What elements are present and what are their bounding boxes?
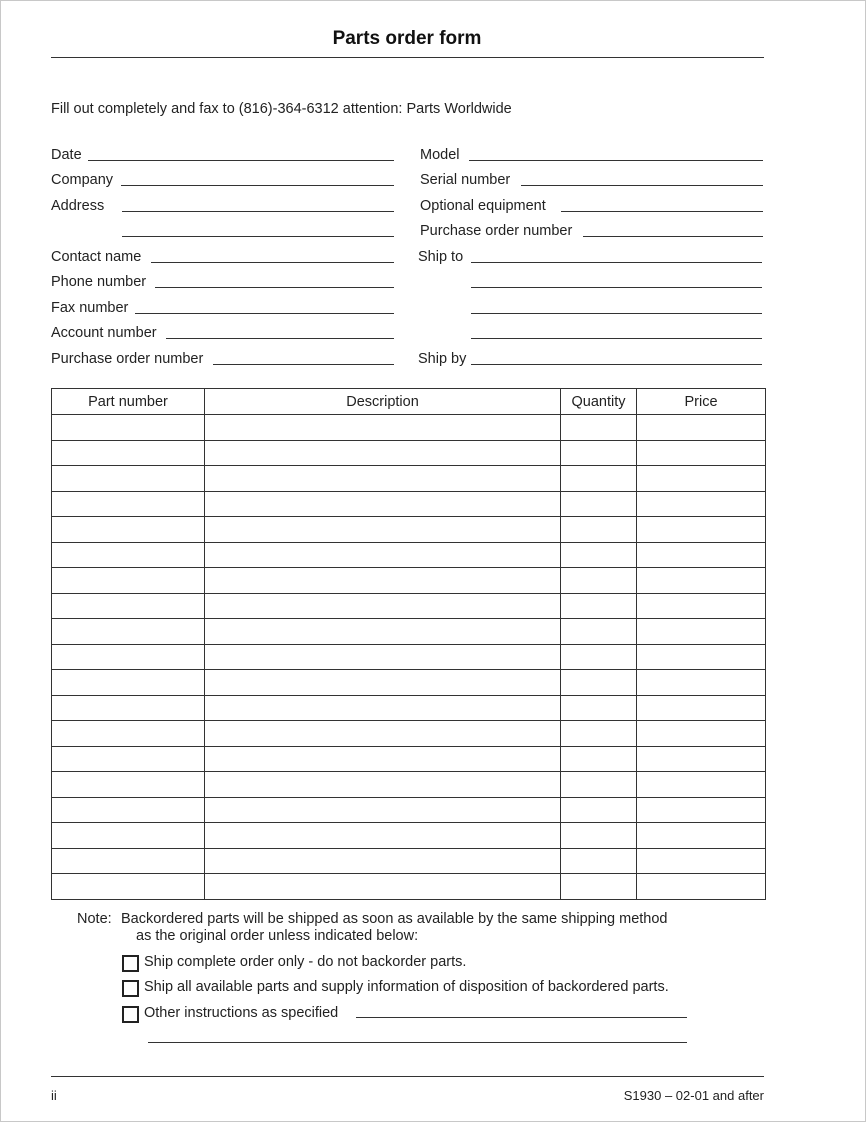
phone-number-field[interactable] [155,287,394,288]
account-number-field[interactable] [166,338,394,339]
description-cell[interactable] [205,517,561,543]
table-row [52,797,766,823]
description-cell[interactable] [205,670,561,696]
price-cell[interactable] [637,797,766,823]
price-cell[interactable] [637,517,766,543]
contact-name-label: Contact name [51,249,142,265]
date-label: Date [51,147,82,163]
part-number-cell[interactable] [52,619,205,645]
page-title: Parts order form [332,28,482,49]
quantity-cell[interactable] [561,491,637,517]
price-cell[interactable] [637,415,766,441]
part-number-cell[interactable] [52,491,205,517]
price-cell[interactable] [637,823,766,849]
description-cell[interactable] [205,721,561,747]
quantity-cell[interactable] [561,695,637,721]
table-row [52,517,766,543]
quantity-cell[interactable] [561,568,637,594]
ship-to-field-line-2[interactable] [471,287,762,288]
ship-available-label: Ship all available parts and supply information of disposition of backordered parts. [144,979,669,995]
quantity-cell[interactable] [561,823,637,849]
table-row [52,415,766,441]
page-number: ii [51,1088,57,1103]
price-cell[interactable] [637,593,766,619]
price-cell[interactable] [637,542,766,568]
purchase-order-number-label: Purchase order number [51,351,204,367]
price-cell[interactable] [637,721,766,747]
note-label: Note: [77,911,112,927]
contact-name-field[interactable] [151,262,394,263]
price-cell[interactable] [637,848,766,874]
part-number-cell[interactable] [52,772,205,798]
parts-table-header [52,389,766,415]
description-cell[interactable] [205,797,561,823]
table-row [52,491,766,517]
description-cell[interactable] [205,619,561,645]
quantity-cell[interactable] [561,542,637,568]
fax-number-label: Fax number [51,300,129,316]
document-serial: S1930 – 02-01 and after [623,1088,764,1103]
table-row [52,670,766,696]
part-number-cell[interactable] [52,466,205,492]
purchase-order-number-field[interactable] [213,364,394,365]
address-field-line-1[interactable] [122,211,394,212]
price-cell[interactable] [637,568,766,594]
ship-available-checkbox[interactable] [122,980,139,997]
part-number-cell[interactable] [52,568,205,594]
quantity-cell[interactable] [561,670,637,696]
description-cell[interactable] [205,415,561,441]
other-instructions-field-line-1[interactable] [356,1017,687,1018]
table-row [52,440,766,466]
date-field[interactable] [88,160,394,161]
table-row [52,695,766,721]
right-purchase-order-number-field[interactable] [583,236,763,237]
table-row [52,848,766,874]
part-number-cell[interactable] [52,644,205,670]
description-cell[interactable] [205,772,561,798]
price-header: Price [637,389,766,415]
company-label: Company [51,172,114,188]
serial-number-label: Serial number [420,172,511,188]
part-number-cell[interactable] [52,415,205,441]
table-row [52,721,766,747]
part-number-cell[interactable] [52,695,205,721]
company-field[interactable] [121,185,394,186]
part-number-cell[interactable] [52,746,205,772]
table-row [52,568,766,594]
part-number-cell[interactable] [52,823,205,849]
ship-complete-label: Ship complete order only - do not backorder parts. [144,954,467,970]
table-row [52,466,766,492]
part-number-cell[interactable] [52,797,205,823]
ship-to-field-line-4[interactable] [471,338,762,339]
model-label: Model [420,147,460,163]
part-number-cell[interactable] [52,670,205,696]
quantity-cell[interactable] [561,415,637,441]
serial-number-field[interactable] [521,185,763,186]
quantity-cell[interactable] [561,593,637,619]
quantity-cell[interactable] [561,466,637,492]
ship-by-label: Ship by [418,351,467,367]
part-number-cell[interactable] [52,517,205,543]
table-row [52,542,766,568]
part-number-cell[interactable] [52,848,205,874]
price-cell[interactable] [637,670,766,696]
description-cell[interactable] [205,542,561,568]
part-number-cell[interactable] [52,542,205,568]
quantity-cell[interactable] [561,721,637,747]
table-row [52,619,766,645]
phone-number-label: Phone number [51,274,147,290]
table-row [52,746,766,772]
description-header: Description [205,389,561,415]
note-line-2: as the original order unless indicated below: [136,928,419,944]
quantity-header: Quantity [561,389,637,415]
price-cell[interactable] [637,619,766,645]
address-label: Address [51,198,105,214]
price-cell[interactable] [637,644,766,670]
table-row [52,772,766,798]
price-cell[interactable] [637,874,766,900]
footer-rule [51,1076,764,1077]
quantity-cell[interactable] [561,848,637,874]
description-cell[interactable] [205,644,561,670]
quantity-cell[interactable] [561,440,637,466]
other-instructions-checkbox[interactable] [122,1006,139,1023]
address-field-line-2[interactable] [122,236,394,237]
ship-to-field-line-3[interactable] [471,313,762,314]
price-cell[interactable] [637,746,766,772]
description-cell[interactable] [205,466,561,492]
price-cell[interactable] [637,466,766,492]
description-cell[interactable] [205,568,561,594]
quantity-cell[interactable] [561,517,637,543]
description-cell[interactable] [205,593,561,619]
part-number-header: Part number [52,389,205,415]
account-number-label: Account number [51,325,157,341]
quantity-cell[interactable] [561,772,637,798]
ship-to-label: Ship to [418,249,464,265]
ship-by-field[interactable] [471,364,762,365]
part-number-cell[interactable] [52,440,205,466]
table-row [52,644,766,670]
description-cell[interactable] [205,823,561,849]
model-field[interactable] [469,160,763,161]
description-cell[interactable] [205,848,561,874]
quantity-cell[interactable] [561,619,637,645]
description-cell[interactable] [205,491,561,517]
other-instructions-label: Other instructions as specified [144,1005,339,1021]
ship-complete-checkbox[interactable] [122,955,139,972]
note-line-1: Backordered parts will be shipped as soon as available by the same shipping method [121,911,668,927]
table-row [52,593,766,619]
quantity-cell[interactable] [561,644,637,670]
description-cell[interactable] [205,695,561,721]
fax-instruction: Fill out completely and fax to (816)-364-6312 attention: Parts Worldwide [51,101,512,117]
ship-to-field-line-1[interactable] [471,262,762,263]
quantity-cell[interactable] [561,797,637,823]
part-number-cell[interactable] [52,721,205,747]
parts-table [51,388,766,900]
fax-number-field[interactable] [135,313,394,314]
title-rule [51,57,764,58]
optional-equipment-label: Optional equipment [420,198,546,214]
right-purchase-order-number-label: Purchase order number [420,223,573,239]
other-instructions-field-line-2[interactable] [148,1042,687,1043]
description-cell[interactable] [205,746,561,772]
optional-equipment-field[interactable] [561,211,763,212]
description-cell[interactable] [205,440,561,466]
price-cell[interactable] [637,440,766,466]
description-cell[interactable] [205,874,561,900]
part-number-cell[interactable] [52,874,205,900]
price-cell[interactable] [637,772,766,798]
part-number-cell[interactable] [52,593,205,619]
price-cell[interactable] [637,695,766,721]
table-row [52,823,766,849]
table-row [52,874,766,900]
price-cell[interactable] [637,491,766,517]
quantity-cell[interactable] [561,874,637,900]
quantity-cell[interactable] [561,746,637,772]
